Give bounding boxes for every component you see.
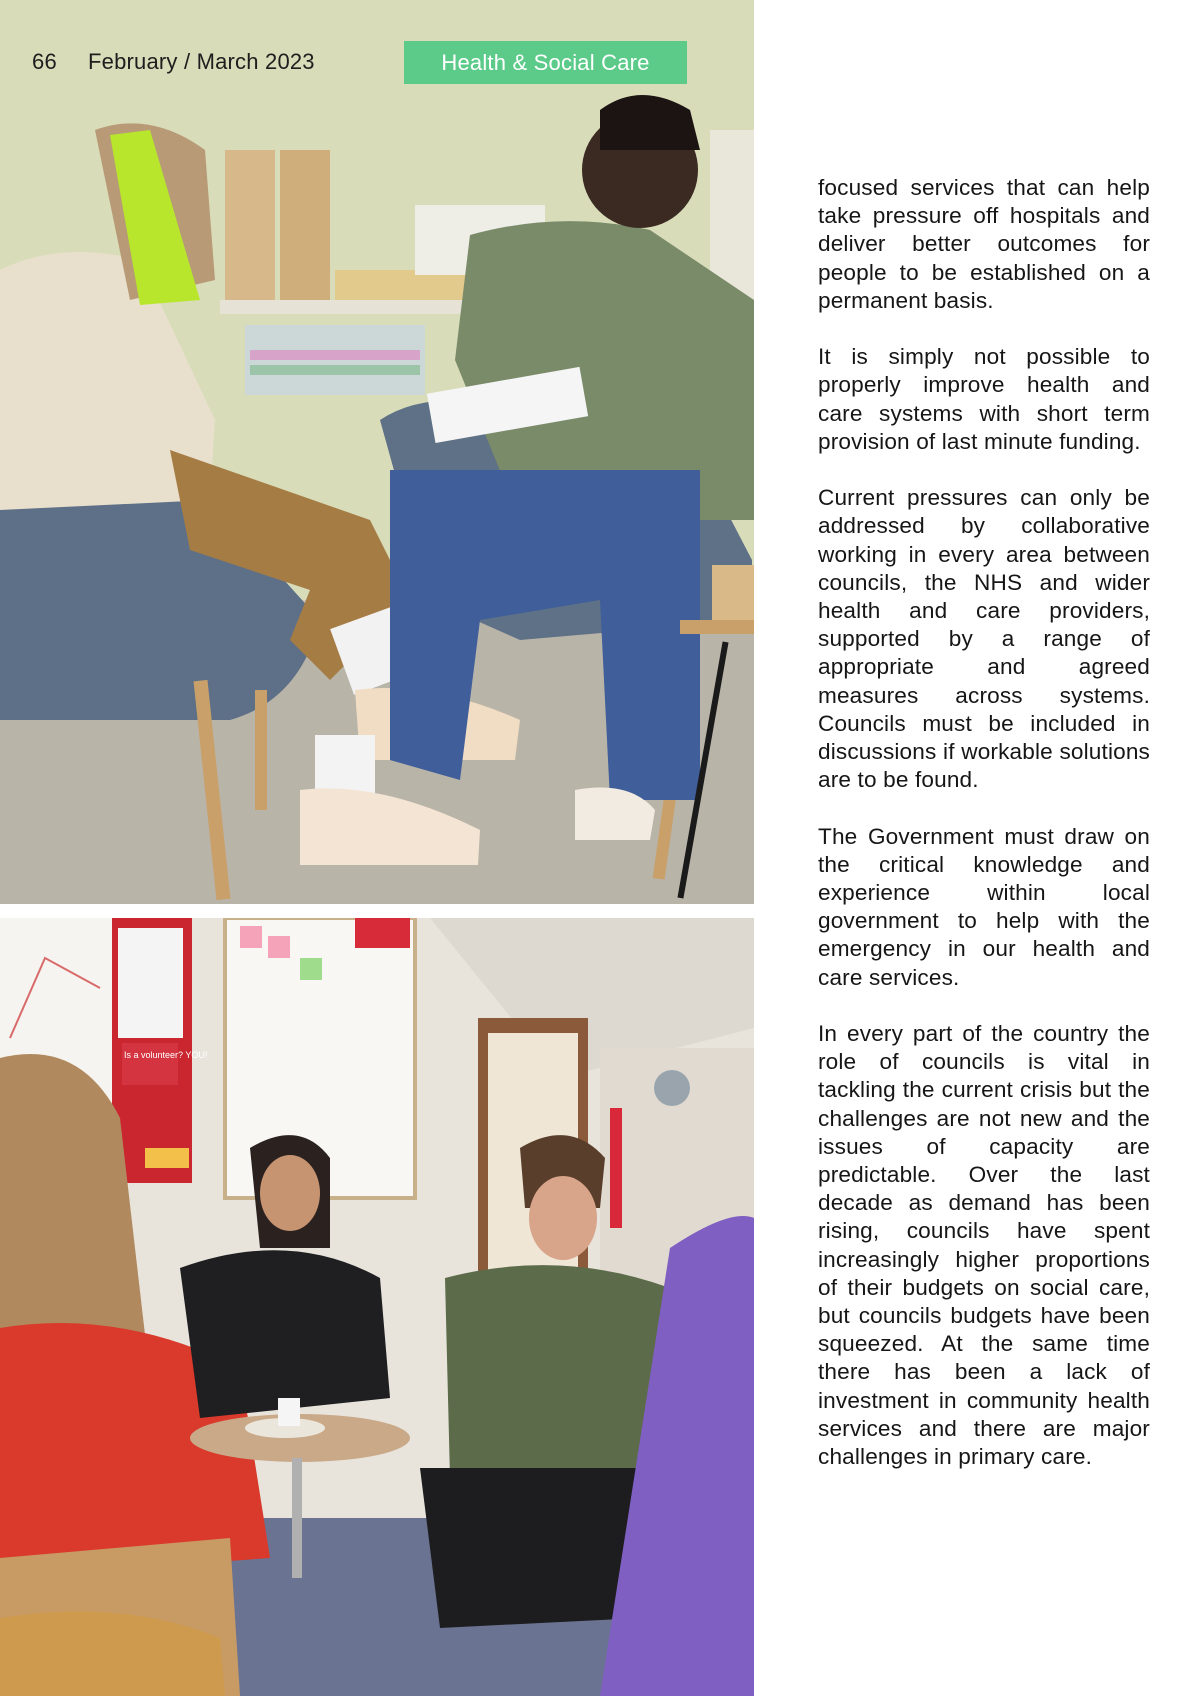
article-paragraph-5: In every part of the country the role of councils is vital in tackling the current crisis but the challenges are not new and the issues of capacity are predictable. Over the last decade as demand has been rising, councils have spent increasingly higher proportions of their budgets on social care, but councils budgets have been squeezed. At the same time there has been a lack of investment in community health services and there are major challenges in primary care. [818,1021,1150,1470]
group-discussion-photo [0,918,754,1696]
counselling-session-photo [0,0,754,904]
article-paragraph-2: It is simply not possible to properly improve health and care systems with short term provision of last minute funding. [818,344,1150,454]
article-paragraph-4: The Government must draw on the critical knowledge and experience within local government to help with the emergency in our health and care services. [818,823,1150,990]
page-number: 66 [32,49,58,74]
section-tag: Health & Social Care [404,41,687,84]
article-paragraph-3: Current pressures can only be addressed by collaborative working in every area between councils, the NHS and wider health and care providers, supported by a range of appropriate and agreed measures across systems. Councils must be included in discussions if workable solutions are to be found. [818,485,1150,793]
group-discussion-illustration [0,918,754,1696]
volunteer-sign-text: Is a volunteer? YOU! [124,1050,208,1060]
counselling-session-illustration [0,0,754,904]
article-body [818,174,1150,1499]
issue-date: February / March 2023 [88,49,315,74]
article-paragraph-1: focused services that can help take pressure off hospitals and deliver better outcomes for people to be established on a permanent basis. [818,175,1150,313]
